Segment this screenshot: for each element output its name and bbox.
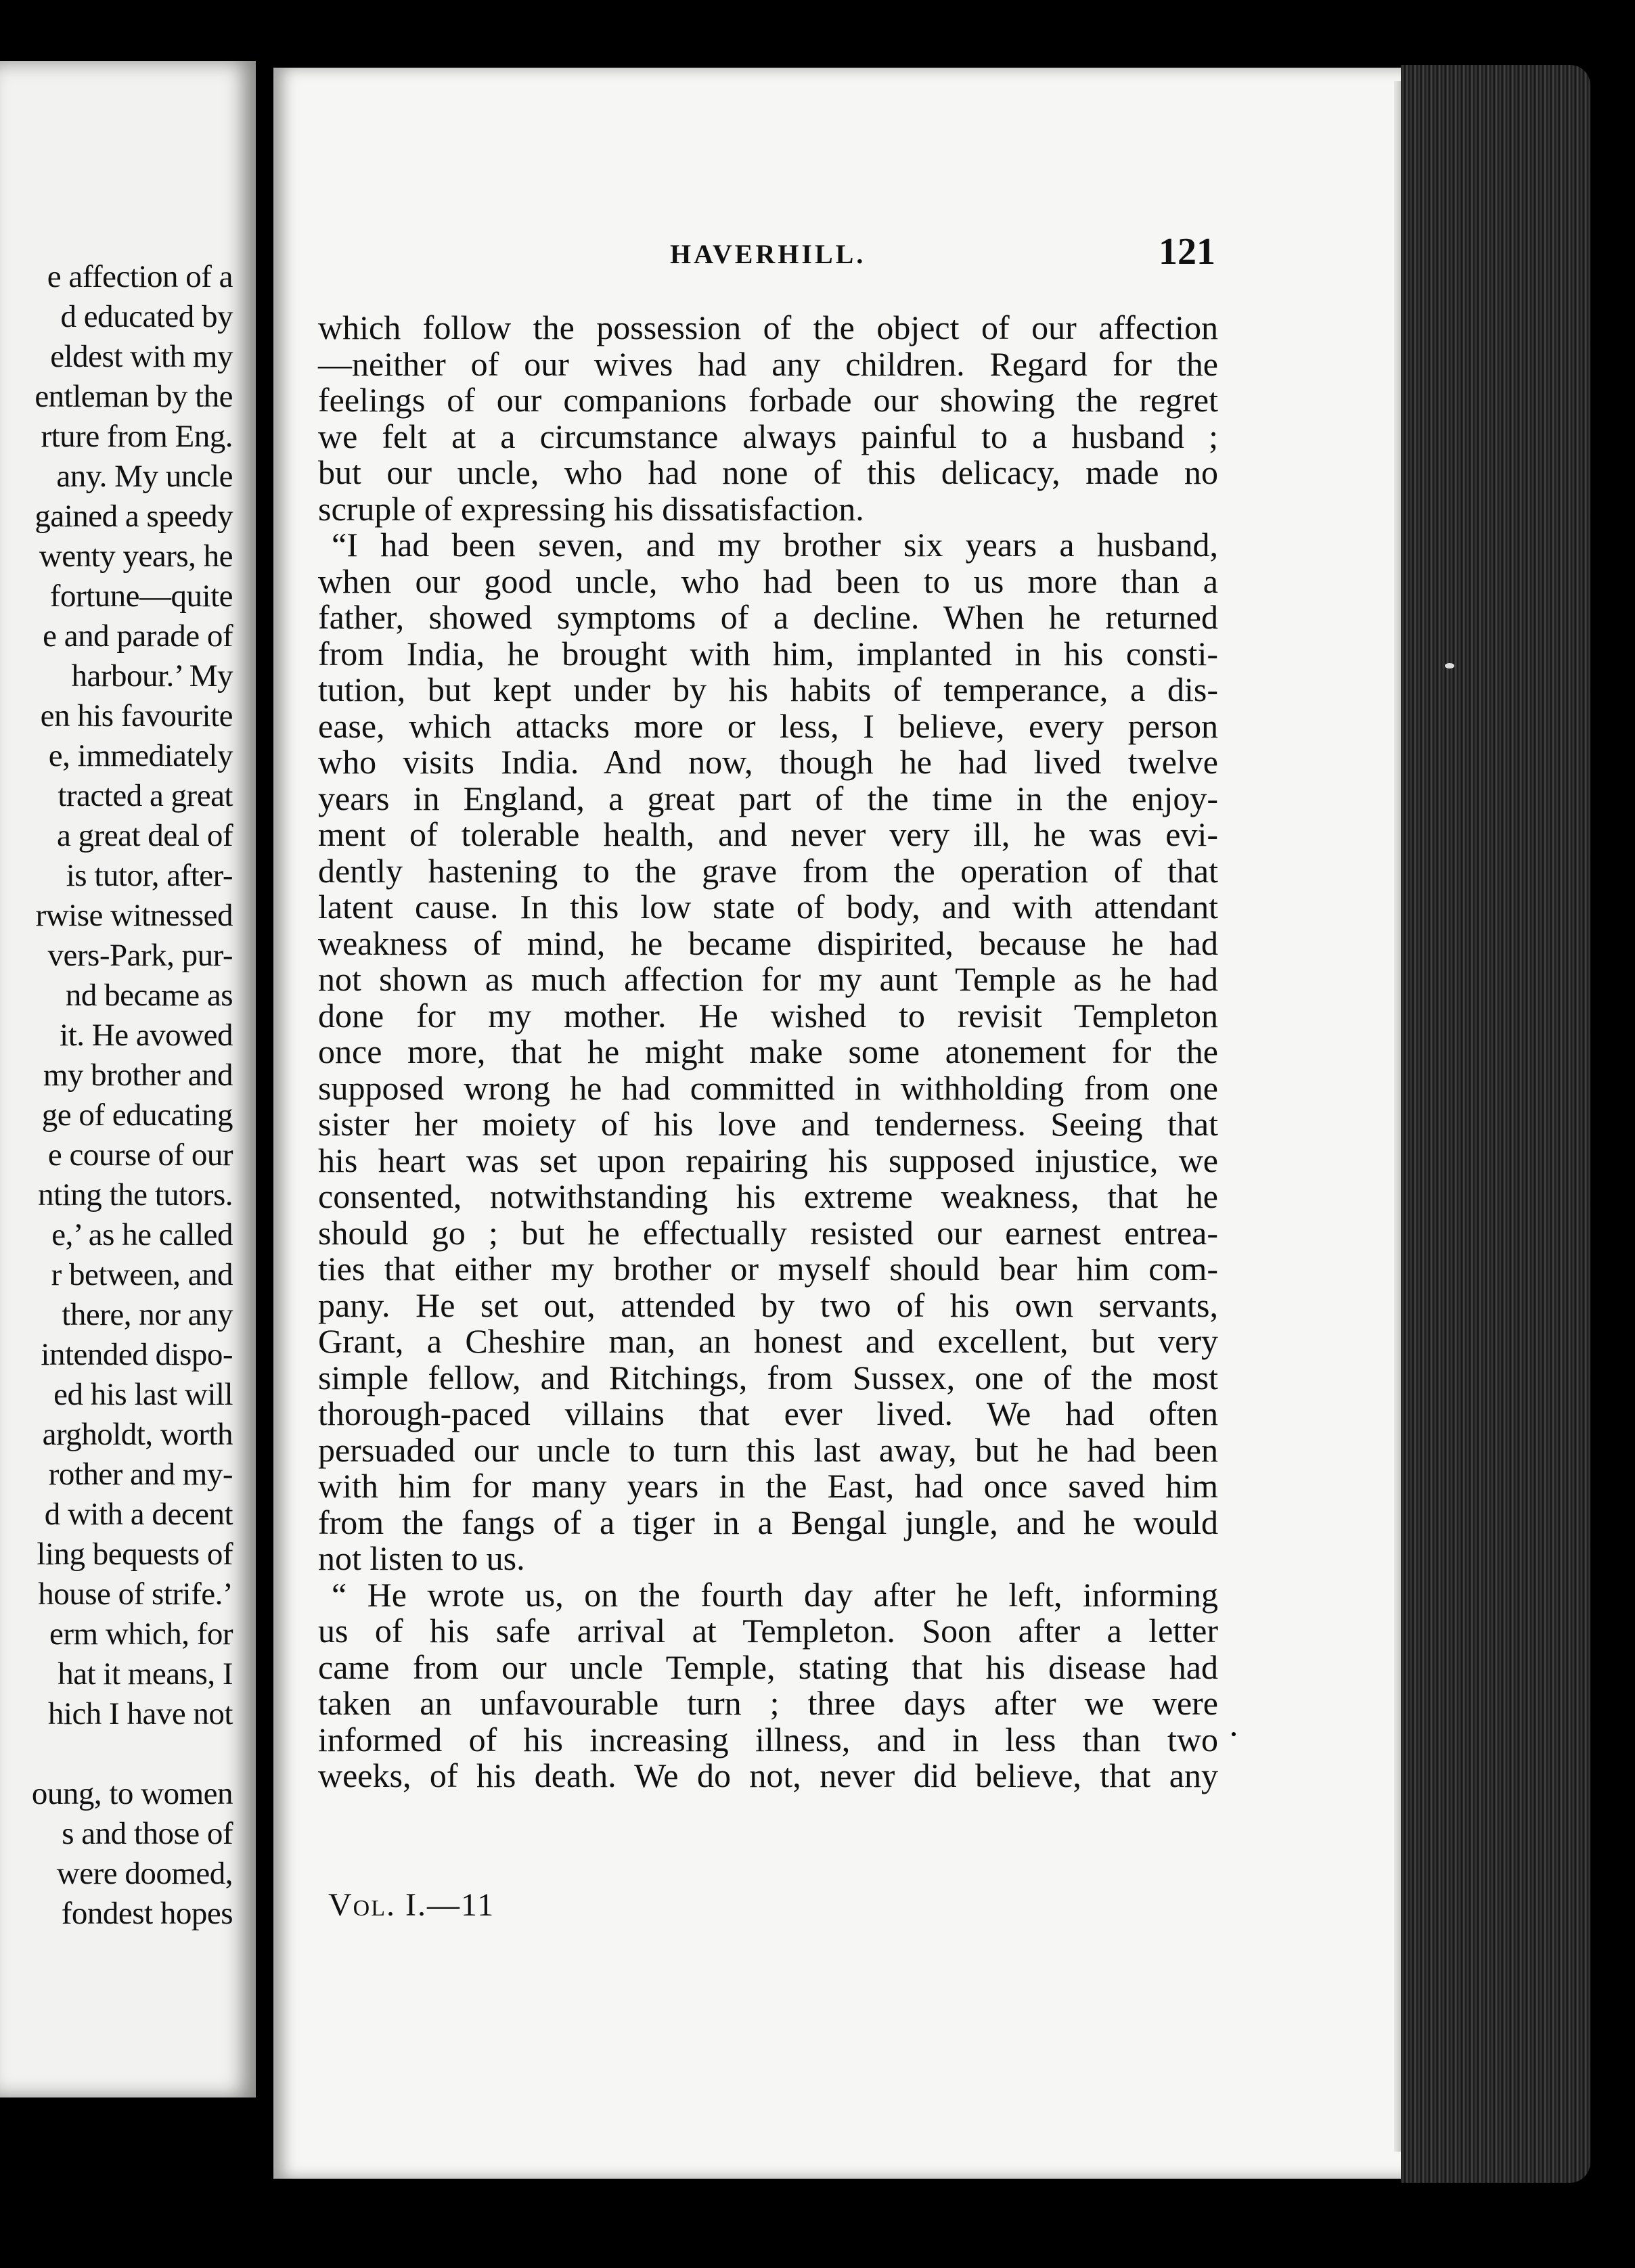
facing-page-line: fortune—quite: [49, 579, 233, 614]
facing-page-line: my brother and: [43, 1058, 233, 1093]
signature-mark: Vol. I.—11: [328, 1887, 495, 1923]
text-line: “ He wrote us, on the fourth day after he left, informing: [332, 1575, 1218, 1614]
running-head: HAVERHILL.: [670, 239, 866, 269]
text-line: who visits India. And now, though he had lived twelve: [318, 743, 1218, 781]
text-line: —neither of our wives had any children. Regard for the: [318, 344, 1218, 383]
facing-page-line: were doomed,: [56, 1856, 233, 1891]
facing-page-line: hich I have not: [47, 1696, 233, 1731]
text-line: from India, he brought with him, implanted in his consti-: [318, 634, 1218, 673]
facing-page-line: intended dispo-: [41, 1337, 233, 1372]
facing-page-line: ge of educating: [41, 1097, 233, 1133]
text-line: we felt at a circumstance always painful to a husband ;: [318, 417, 1218, 455]
facing-page-line: a great deal of: [57, 818, 233, 853]
facing-page-line: erm which, for: [49, 1616, 233, 1652]
facing-page-line: eldest with my: [50, 339, 233, 374]
text-line: not listen to us.: [318, 1539, 525, 1577]
text-line: us of his safe arrival at Templeton. Soon after a letter: [318, 1612, 1218, 1650]
text-line: should go ; but he effectually resisted our earnest entrea-: [318, 1213, 1218, 1252]
text-line: weeks, of his death. We do not, never did believe, that any: [318, 1756, 1218, 1794]
facing-page-line: nd became as: [65, 978, 233, 1013]
text-line: ties that either my brother or myself should bear him com-: [318, 1250, 1218, 1288]
facing-page-line: e and parade of: [43, 618, 233, 654]
facing-page-line: en his favourite: [40, 698, 233, 733]
facing-page-line: r between, and: [51, 1257, 233, 1292]
scan-speck: [1445, 663, 1454, 668]
text-line: father, showed symptoms of a decline. When he returned: [318, 598, 1218, 636]
scan-speck: [1056, 27, 1062, 34]
facing-page-line: rwise witnessed: [35, 898, 233, 933]
facing-page-line: hat it means, I: [58, 1656, 233, 1692]
facing-page-line: [0, 1734, 233, 1774]
facing-page-line: wenty years, he: [39, 539, 233, 574]
facing-page-line: ling bequests of: [37, 1537, 233, 1572]
facing-page-line: e,’ as he called: [51, 1217, 233, 1252]
facing-page-line: nting the tutors.: [38, 1177, 233, 1212]
text-line: informed of his increasing illness, and in less than two: [318, 1720, 1218, 1759]
text-line: “I had been seven, and my brother six years a husband,: [332, 526, 1218, 564]
facing-page-line: vers-Park, pur-: [47, 938, 233, 973]
facing-page-text: [0, 257, 233, 1934]
text-line: with him for many years in the East, had once saved him: [318, 1467, 1218, 1505]
text-line: persuaded our uncle to turn this last away, but he had been: [318, 1430, 1218, 1469]
facing-page-line: fondest hopes: [61, 1896, 233, 1931]
text-line: feelings of our companions forbade our showing the regret: [318, 381, 1218, 419]
text-line: done for my mother. He wished to revisit Templeton: [318, 996, 1218, 1035]
text-line: weakness of mind, he became dispirited, because he had: [318, 924, 1218, 962]
text-line: not shown as much affection for my aunt Temple as he had: [318, 960, 1218, 998]
facing-page: [0, 61, 256, 2097]
text-line: came from our uncle Temple, stating that his disease had: [318, 1648, 1218, 1686]
facing-page-line: ed his last will: [53, 1377, 233, 1412]
body-text: [318, 310, 1218, 1794]
scan-speck: [1232, 1732, 1236, 1736]
facing-page-line: gained a speedy: [35, 499, 233, 534]
text-line: supposed wrong he had committed in withholding from one: [318, 1068, 1218, 1107]
facing-page-line: it. He avowed: [60, 1018, 233, 1053]
text-line: sister her moiety of his love and tenderness. Seeing that: [318, 1105, 1218, 1143]
facing-page-line: s and those of: [62, 1816, 233, 1851]
book-page-edges: [1401, 65, 1590, 2183]
facing-page-line: is tutor, after-: [66, 858, 233, 893]
text-line: latent cause. In this low state of body, and with attendant: [318, 888, 1218, 926]
text-line: tution, but kept under by his habits of temperance, a dis-: [318, 671, 1218, 708]
facing-page-line: oung, to women: [31, 1776, 233, 1811]
facing-page-line: argholdt, worth: [42, 1417, 233, 1452]
text-line: pany. He set out, attended by two of his own servants,: [318, 1286, 1218, 1324]
facing-page-line: house of strife.’: [38, 1577, 233, 1612]
facing-page-line: entleman by the: [35, 379, 233, 414]
facing-page-line: e affection of a: [47, 259, 233, 294]
text-line: scruple of expressing his dissatisfaction.: [318, 489, 864, 528]
text-line: years in England, a great part of the time in the enjoy-: [318, 779, 1218, 817]
facing-page-line: e, immediately: [48, 738, 233, 773]
facing-page-line: there, nor any: [62, 1297, 233, 1332]
text-line: his heart was set upon repairing his supposed injustice, we: [318, 1141, 1218, 1179]
facing-page-line: d educated by: [60, 299, 233, 334]
text-line: once more, that he might make some atonement for the: [318, 1033, 1218, 1070]
text-line: from the fangs of a tiger in a Bengal jungle, and he would: [318, 1503, 1218, 1541]
text-line: dently hastening to the grave from the operation of that: [318, 851, 1218, 890]
facing-page-line: any. My uncle: [56, 459, 233, 494]
text-line: thorough-paced villains that ever lived. We had often: [318, 1394, 1218, 1432]
facing-page-line: tracted a great: [58, 778, 233, 813]
page-number: 121: [1159, 231, 1215, 273]
facing-page-line: rother and my-: [48, 1457, 233, 1492]
text-line: when our good uncle, who had been to us more than a: [318, 562, 1218, 600]
facing-page-line: d with a decent: [44, 1497, 233, 1532]
text-line: simple fellow, and Ritchings, from Sussex, one of the most: [318, 1358, 1218, 1397]
text-line: consented, notwithstanding his extreme weakness, that he: [318, 1177, 1218, 1215]
text-line: ment of tolerable health, and never very ill, he was evi-: [318, 815, 1218, 853]
facing-page-line: harbour.’ My: [71, 658, 233, 694]
text-line: taken an unfavourable turn ; three days after we were: [318, 1684, 1218, 1722]
text-line: which follow the possession of the object of our affection: [318, 309, 1218, 346]
text-line: but our uncle, who had none of this delicacy, made no: [318, 453, 1218, 491]
facing-page-line: rture from Eng.: [41, 419, 233, 454]
text-line: ease, which attacks more or less, I believe, every person: [318, 706, 1218, 745]
facing-page-line: e course of our: [47, 1137, 233, 1173]
text-line: Grant, a Cheshire man, an honest and excellent, but very: [318, 1322, 1218, 1360]
